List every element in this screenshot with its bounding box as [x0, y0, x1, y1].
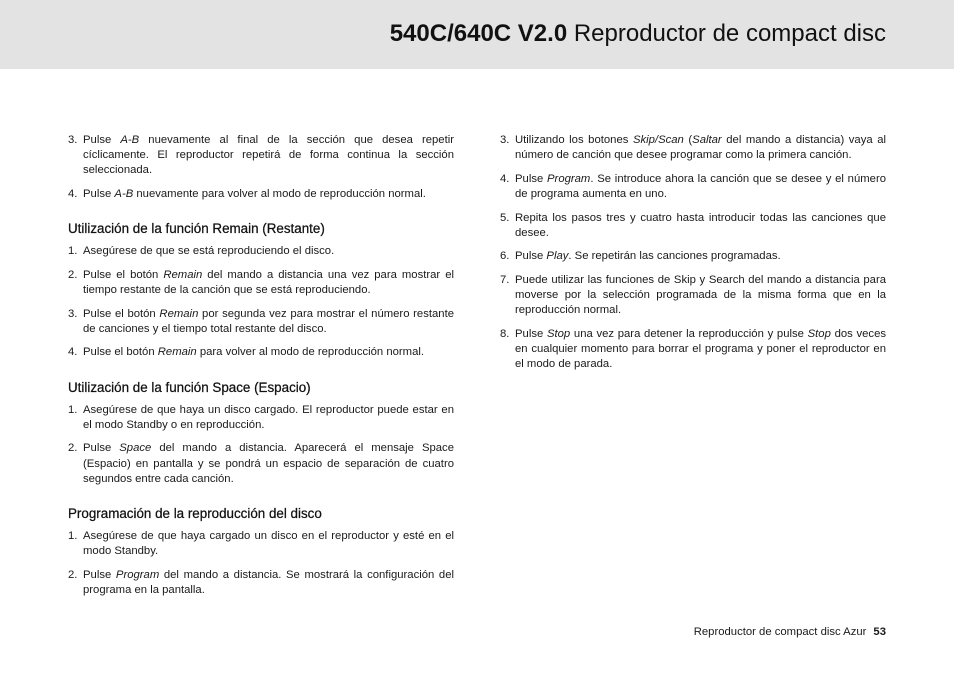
section-list	[68, 403, 454, 487]
list-item	[500, 133, 886, 163]
item-text	[83, 403, 454, 433]
text-segment: Pulse	[515, 250, 547, 263]
item-number: 2.	[68, 442, 78, 455]
list-item	[500, 249, 886, 264]
text-segment: para volver al modo de reproducción normal.	[196, 346, 424, 359]
text-segment: del mando a distancia una vez para mostrar el tiempo restante de la canción que se está reproduciendo.	[83, 268, 454, 296]
text-segment: Pulse	[515, 327, 547, 340]
text-segment: Pulse el botón	[83, 268, 164, 281]
title-model: 540C/640C V2.0	[389, 20, 568, 47]
item-number: 4.	[68, 346, 78, 359]
section-list	[68, 529, 454, 598]
control-name: Play	[546, 250, 569, 263]
item-text	[83, 187, 454, 202]
list-item	[68, 268, 454, 298]
list-item	[68, 133, 454, 179]
list-item	[500, 327, 886, 373]
intro-list	[68, 133, 454, 202]
control-name: Program	[547, 172, 591, 185]
control-name: Stop	[807, 327, 831, 340]
section-heading: Utilización de la función Remain (Restante)	[68, 221, 325, 237]
item-number: 3.	[68, 307, 78, 320]
item-text	[515, 327, 886, 373]
page-number: 53	[873, 626, 886, 638]
control-name: Program	[115, 568, 160, 581]
item-number: 4.	[500, 172, 510, 185]
item-number: 6.	[500, 250, 510, 263]
list-item	[500, 211, 886, 241]
list-item	[500, 273, 886, 319]
page-footer	[694, 625, 886, 640]
item-number: 5.	[500, 211, 510, 224]
section-heading: Utilización de la función Space (Espacio)	[68, 379, 311, 395]
item-text	[83, 529, 454, 559]
list-item	[68, 345, 454, 360]
section-list	[68, 244, 454, 360]
control-name: Remain	[159, 307, 199, 320]
list-item	[500, 172, 886, 202]
list-item	[68, 568, 454, 598]
left-column	[68, 133, 454, 607]
control-name: Skip/Scan	[632, 134, 684, 146]
list-item	[68, 403, 454, 433]
text-segment: . Se repetirán las canciones programadas.	[568, 250, 781, 263]
item-text	[83, 307, 454, 337]
footer-label: Reproductor de compact disc Azur	[693, 626, 867, 638]
text-segment: Pulse	[83, 188, 115, 200]
text-segment: nuevamente para volver al modo de reproducción normal.	[133, 188, 426, 200]
item-number: 1.	[68, 245, 78, 258]
text-segment: Asegúrese de que haya cargado un disco en el reproductor y esté en el modo Standby.	[83, 530, 454, 558]
text-segment: Pulse el botón	[83, 346, 158, 359]
text-segment: Pulse	[83, 442, 120, 455]
list-item	[68, 244, 454, 259]
text-segment: nuevamente al final de la sección que desea repetir cíclicamente. El reproductor repetirá de forma continua la sección seleccionada.	[83, 134, 454, 177]
item-text	[83, 268, 454, 298]
item-number: 1.	[68, 403, 78, 416]
header-band	[0, 0, 954, 69]
text-segment: una vez para detener la reproducción y pulse	[570, 327, 808, 340]
list-item	[68, 307, 454, 337]
sections	[68, 220, 454, 598]
control-name: Space	[119, 442, 152, 455]
text-segment: del mando a distancia) vaya al número de canción que desee programar como la primera canción.	[515, 134, 886, 162]
text-segment: del mando a distancia. Se mostrará la configuración del programa en la pantalla.	[83, 568, 455, 596]
list-item	[68, 441, 454, 487]
control-name: Stop	[546, 327, 571, 340]
item-number: 1.	[68, 530, 78, 542]
item-number: 2.	[68, 568, 78, 581]
item-number: 2.	[68, 268, 78, 281]
text-segment: Pulse el botón	[83, 307, 160, 320]
item-text	[83, 133, 454, 179]
item-number: 3.	[68, 134, 78, 146]
control-name: Remain	[157, 346, 197, 359]
item-text	[515, 273, 886, 319]
control-name: Remain	[163, 268, 203, 281]
text-segment: Asegúrese de que se está reproduciendo el disco.	[83, 245, 335, 258]
text-segment: . Se introduce ahora la canción que se desee y el número de programa aumenta en uno.	[515, 172, 886, 200]
text-segment: (	[683, 134, 693, 146]
text-segment: Utilizando los botones	[515, 134, 633, 146]
item-text	[515, 133, 886, 163]
text-segment: por segunda vez para mostrar el número restante de canciones y el tiempo total restante del disco.	[83, 307, 454, 335]
right-column	[500, 133, 886, 381]
item-text	[83, 441, 454, 487]
item-number: 8.	[500, 327, 510, 340]
text-segment: del mando a distancia. Aparecerá el mensaje Space (Espacio) en pantalla y se pondrá un espacio de separación de cuatro segundos entre cada canción.	[83, 442, 454, 485]
text-segment: Puede utilizar las funciones de Skip y Search del mando a distancia para moverse por la selección programada de la misma forma que en la reproducción normal.	[515, 273, 886, 317]
program-steps-list	[500, 133, 886, 373]
text-segment: Pulse	[83, 568, 116, 581]
section-heading: Programación de la reproducción del disco	[68, 506, 322, 521]
text-segment: dos veces en cualquier momento para borrar el programa y poner el reproductor en el modo de parada.	[515, 327, 886, 371]
text-segment: Pulse	[83, 134, 121, 146]
item-text	[515, 211, 886, 241]
text-segment: Asegúrese de que haya un disco cargado. El reproductor puede estar en el modo Standby o en reproducción.	[83, 403, 454, 431]
item-number: 4.	[68, 188, 78, 200]
item-number: 3.	[500, 134, 510, 146]
list-item	[68, 529, 454, 559]
control-name: Saltar	[692, 134, 722, 146]
item-number: 7.	[500, 273, 510, 286]
page-title	[390, 18, 886, 50]
list-item	[68, 187, 454, 202]
control-name: A-B	[120, 134, 140, 146]
text-segment: Pulse	[515, 172, 548, 185]
item-text	[515, 249, 886, 264]
text-segment: Repita los pasos tres y cuatro hasta introducir todas las canciones que desee.	[515, 211, 886, 239]
item-text	[83, 345, 454, 360]
title-subtitle: Reproductor de compact disc	[573, 20, 886, 47]
item-text	[83, 244, 454, 259]
item-text	[515, 172, 886, 202]
control-name: A-B	[114, 188, 134, 200]
item-text	[83, 568, 454, 598]
